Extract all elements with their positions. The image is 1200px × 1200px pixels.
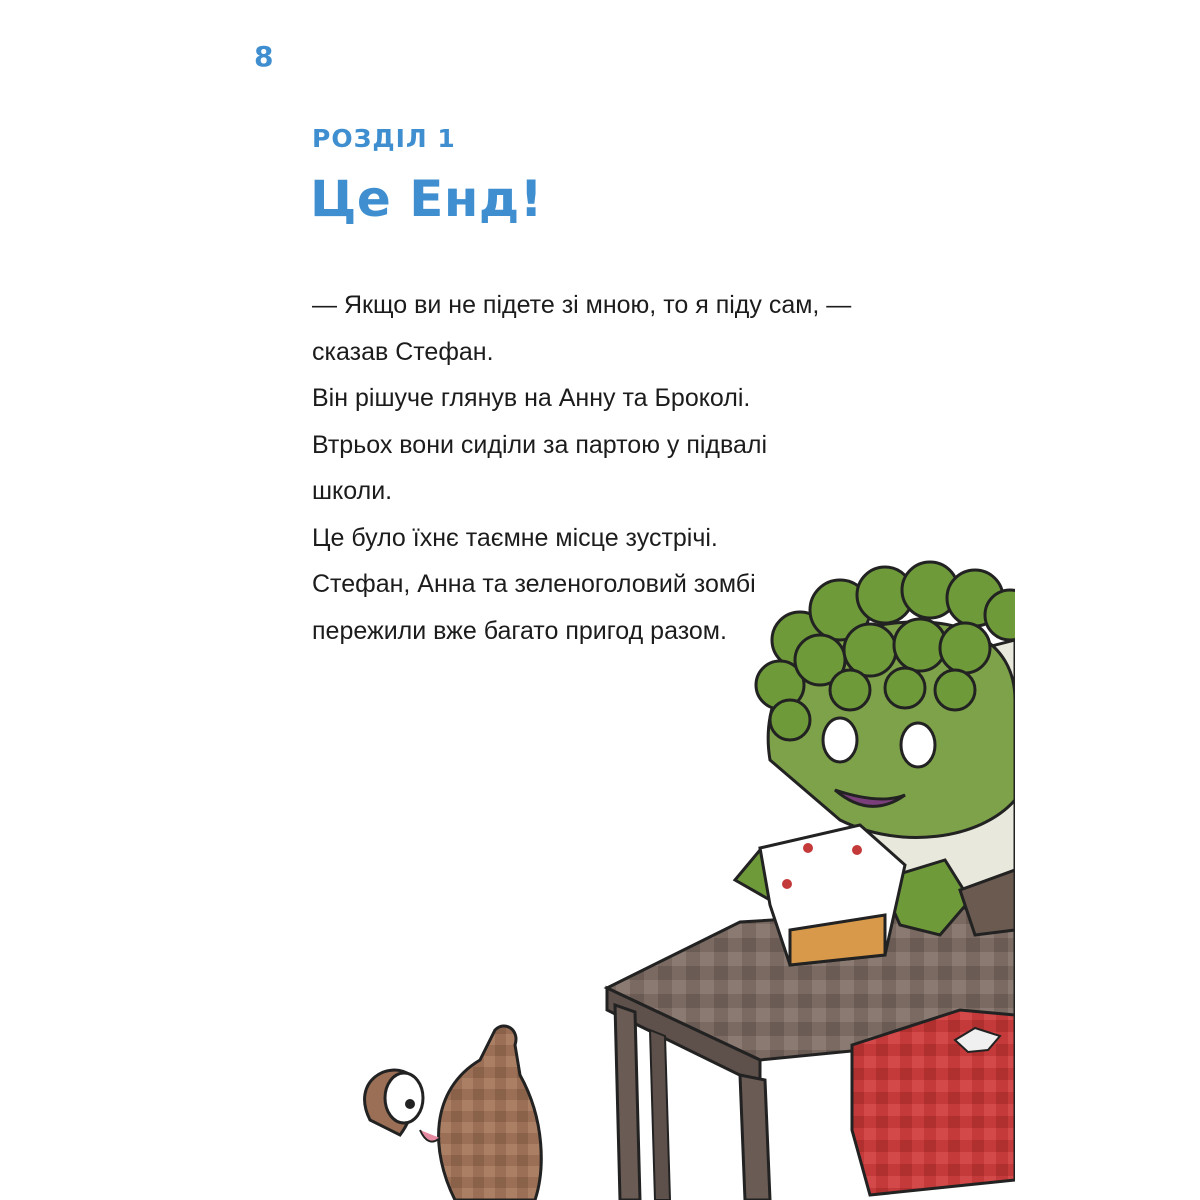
mouse-tongue [420, 1130, 440, 1142]
mouse-eye [385, 1073, 423, 1123]
mouse-body [439, 1026, 542, 1200]
text-line: Стефан, Анна та зеленоголовий зомбі [312, 570, 756, 598]
text-line: Він рішуче глянув на Анну та Броколі. [312, 384, 751, 412]
text-line: Це було їхнє таємне місце зустрічі. [312, 523, 718, 552]
text-line: сказав Стефан. [312, 337, 494, 366]
page-number: 8 [254, 40, 274, 73]
mouse-pupil [405, 1099, 415, 1109]
zombie-eye [901, 723, 935, 767]
text-line: пережили вже багато пригод разом. [312, 616, 727, 645]
text-line: Втрьох вони сиділи за партою у підвалі [312, 430, 768, 459]
cake-cherry [782, 879, 792, 889]
text-line: школи. [312, 477, 393, 505]
cake-cherry [852, 845, 862, 855]
table-leg [615, 1005, 640, 1200]
table-leg [650, 1030, 670, 1200]
zombie-eye [823, 718, 857, 762]
chapter-title: Це Енд! [310, 170, 544, 228]
table-leg [740, 1075, 770, 1200]
cake-cherry [803, 843, 813, 853]
text-line: — Якщо ви не підете зі мною, то я піду сам, — [312, 291, 852, 319]
chapter-label: РОЗДІЛ 1 [312, 124, 456, 153]
